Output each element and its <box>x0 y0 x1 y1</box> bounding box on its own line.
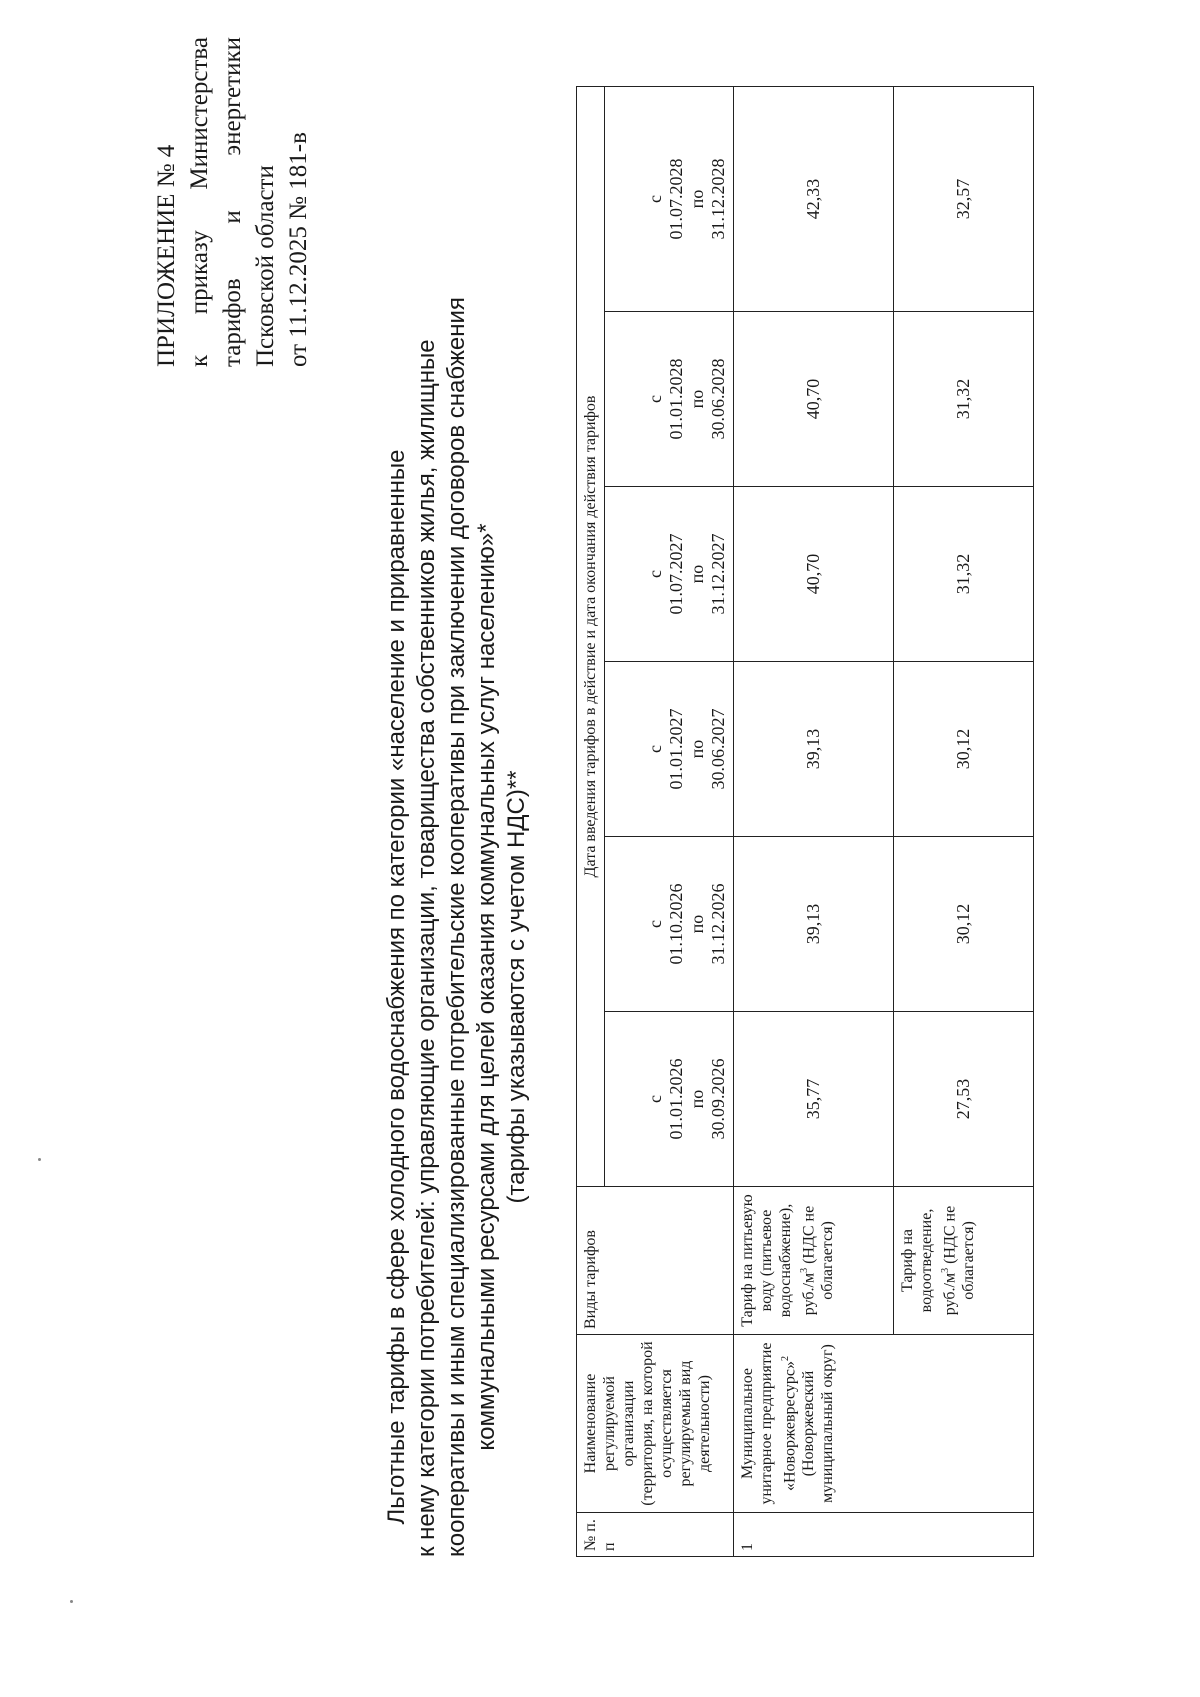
tariff-table <box>576 86 1034 1557</box>
scan-speck <box>70 1600 73 1603</box>
appendix-line-2: к приказу Министерства <box>186 37 213 367</box>
header-number: № п. п <box>577 1513 734 1557</box>
period-cell: с 01.10.2026 по 31.12.2026 <box>605 837 734 1012</box>
tariff-value: 35,77 <box>734 1012 894 1187</box>
scan-speck <box>38 1158 41 1161</box>
period-cell: с 01.01.2026 по 30.09.2026 <box>605 1012 734 1187</box>
tariff-value: 40,70 <box>734 487 894 662</box>
row-number: 1 <box>734 1513 1034 1557</box>
heading-line: коммунальными ресурсами для целей оказания коммунальных услуг населению»* <box>473 523 500 1451</box>
appendix-line-3: тарифов и энергетики <box>219 37 246 367</box>
document-heading <box>382 297 532 1557</box>
tariff-kind-cell: Тариф на питьевую воду (питьевое водоснабжение), $руб./м^3$ (НДС не облагается) <box>734 1187 894 1335</box>
tariff-value: 39,13 <box>734 837 894 1012</box>
period-cell: с 01.01.2028 по 30.06.2028 <box>605 312 734 487</box>
period-cell: с 01.07.2028 по 31.12.2028 <box>605 86 734 311</box>
heading-line: кооперативы и иным специализированные потребительские кооперативы при заключении договоров снабжения <box>443 297 470 1557</box>
appendix-line-5: от 11.12.2025 № 181-в <box>285 132 312 367</box>
tariff-value: 31,32 <box>894 487 1034 662</box>
period-cell: с 01.07.2027 по 31.12.2027 <box>605 487 734 662</box>
tariff-value: 42,33 <box>734 86 894 311</box>
heading-line: к нему категории потребителей: управляющие организации, товарищества собственников жилья, жилищные <box>413 339 440 1557</box>
period-cell: с 01.01.2027 по 30.06.2027 <box>605 662 734 837</box>
heading-line: (тарифы указываются с учетом НДС)** <box>503 770 530 1204</box>
appendix-block <box>150 27 315 367</box>
tariff-value: 30,12 <box>894 662 1034 837</box>
tariff-value: 31,32 <box>894 312 1034 487</box>
appendix-title: ПРИЛОЖЕНИЕ № 4 <box>153 144 180 367</box>
header-org: Наименование регулируемой организации (территория, на которой осуществляется регулируемый вид деятельности) <box>577 1335 734 1513</box>
table-row <box>734 86 894 1556</box>
appendix-line-4: Псковской области <box>252 165 279 367</box>
table-header-row <box>577 86 605 1556</box>
tariff-value: 40,70 <box>734 312 894 487</box>
heading-line: Льготные тарифы в сфере холодного водоснабжения по категории «население и приравненные <box>383 449 410 1525</box>
org-name-cell: Муниципальное унитарное предприятие «Новоржевресурс»$^2$ (Новоржевский муниципальный округ) <box>734 1335 1034 1513</box>
tariff-value: 39,13 <box>734 662 894 837</box>
header-kind: Виды тарифов <box>577 1187 734 1335</box>
header-period: Дата введения тарифов в действие и дата окончания действия тарифов <box>577 86 605 1186</box>
tariff-value: 32,57 <box>894 86 1034 311</box>
tariff-value: 27,53 <box>894 1012 1034 1187</box>
tariff-value: 30,12 <box>894 837 1034 1012</box>
tariff-kind-cell: Тариф на водоотведение, $руб./м^3$ (НДС не облагается) <box>894 1187 1034 1335</box>
